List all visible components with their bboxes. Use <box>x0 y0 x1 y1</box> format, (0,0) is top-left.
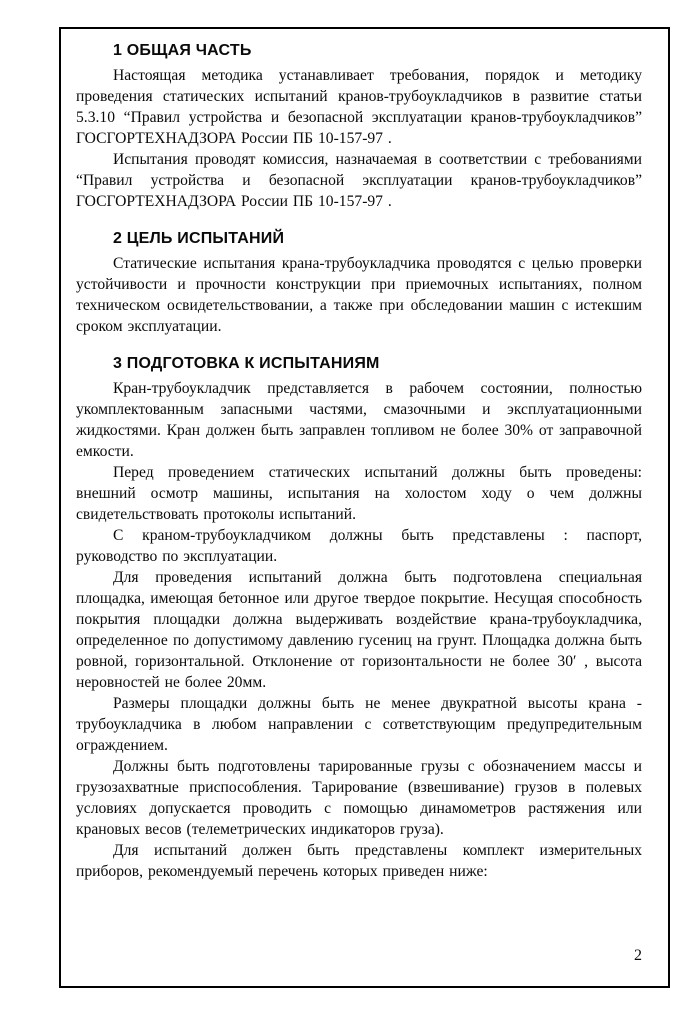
section-2-heading: 2 ЦЕЛЬ ИСПЫТАНИЙ <box>113 230 285 247</box>
paragraph: Кран-трубоукладчик представляется в рабочем состоянии, полностью укомплектованным запасными частями, смазочными и эксплуатационными жидкостями. Кран должен быть заправлен топливом не более 30% от заправочной емкости. <box>76 380 642 460</box>
paragraph: Размеры площадки должны быть не менее двукратной высоты крана - трубоукладчика в любом направлении с сответствующим предупредительным ограждением. <box>76 695 642 754</box>
page-content <box>76 40 642 882</box>
page-number: 2 <box>634 947 642 964</box>
paragraph: С краном-трубоукладчиком должны быть представлены : паспорт, руководство по эксплуатации. <box>76 527 642 565</box>
paragraph: Для проведения испытаний должна быть подготовлена специальная площадка, имеющая бетонное или другое твердое покрытие. Несущая способность покрытия площадки должна выдерживать воздействие крана-трубоукладчика, определенное по допустимому давлению гусениц на грунт. Площадка должна быть ровной, горизонтальной. Отклонение от горизонтальности не более 30′ , высота неровностей не более 20мм. <box>76 569 642 691</box>
section-1-heading: 1 ОБЩАЯ ЧАСТЬ <box>113 42 252 59</box>
paragraph: Настоящая методика устанавливает требования, порядок и методику проведения статических испытаний кранов-трубоукладчиков в развитие статьи 5.3.10 “Правил устройства и безопасной эксплуатации кранов-трубоукладчиков” ГОСГОРТЕХНАДЗОРА России ПБ 10-157-97 . <box>76 67 642 147</box>
paragraph: Статические испытания крана-трубоукладчика проводятся с целью проверки устойчивости и прочности конструкции при приемочных испытаниях, полном техническом освидетельствовании, а также при обследовании машин с истекшим сроком эксплуатации. <box>76 255 642 335</box>
paragraph: Должны быть подготовлены тарированные грузы с обозначением массы и грузозахватные приспособления. Тарирование (взвешивание) грузов в полевых условиях допускается проводить с помощью динамометров растяжения или крановых весов (телеметрических индикаторов груза). <box>76 758 642 838</box>
paragraph: Для испытаний должен быть представлены комплект измерительных приборов, рекомендуемый перечень которых приведен ниже: <box>76 842 642 880</box>
paragraph: Перед проведением статических испытаний должны быть проведены: внешний осмотр машины, испытания на холостом ходу о чем должны свидетельствовать протоколы испытаний. <box>76 464 642 523</box>
paragraph: Испытания проводят комиссия, назначаемая в соответствии с требованиями “Правил устройства и безопасной эксплуатации кранов-трубоукладчиков” ГОСГОРТЕХНАДЗОРА России ПБ 10-157-97 . <box>76 151 642 210</box>
section-3-heading: 3 ПОДГОТОВКА К ИСПЫТАНИЯМ <box>113 355 380 372</box>
